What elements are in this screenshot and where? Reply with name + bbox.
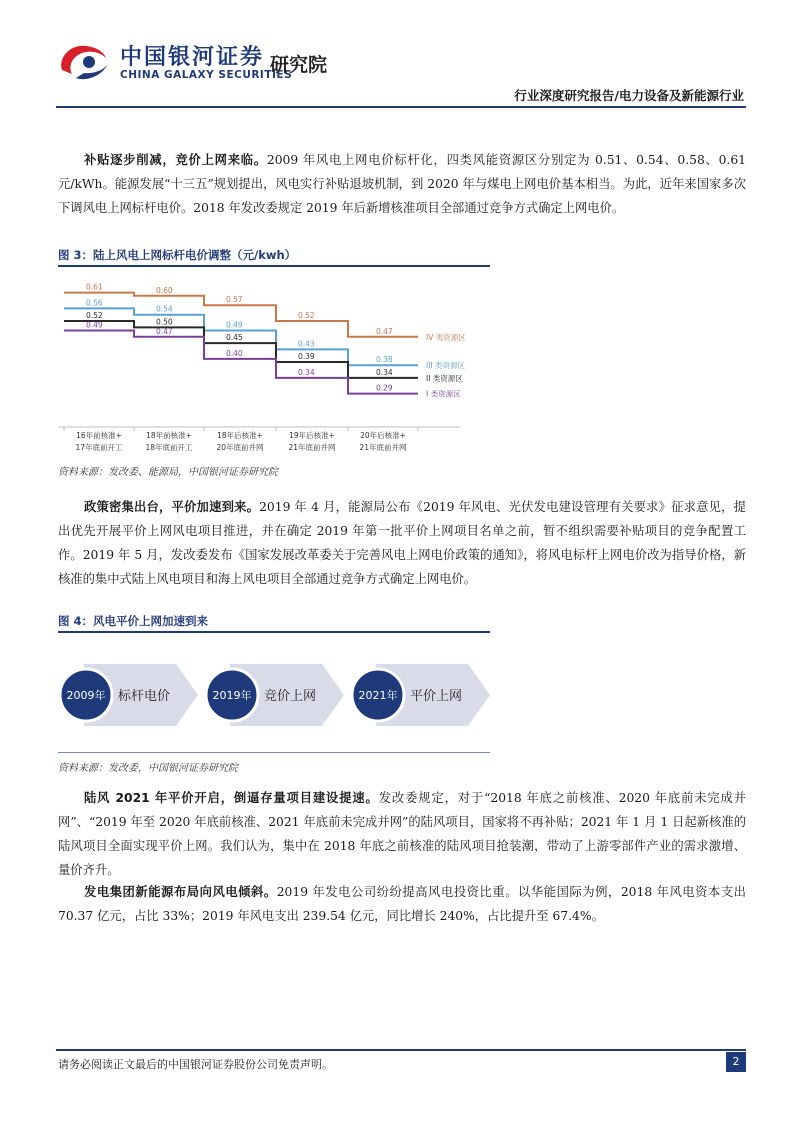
- x-tick-label: 17年底前开工: [75, 443, 123, 452]
- figure-4-bottom-rule: [58, 752, 490, 753]
- footer-disclaimer: 请务必阅读正文最后的中国银河证券股份公司免责声明。: [58, 1058, 333, 1071]
- x-tick-label: 19年后核准+: [289, 431, 335, 440]
- report-type: 行业深度研究报告/电力设备及新能源行业: [514, 88, 744, 103]
- data-label: 0.40: [226, 348, 243, 358]
- data-label: 0.52: [298, 311, 315, 321]
- data-label: 0.47: [376, 326, 393, 336]
- flow-step-label: 标杆电价: [117, 689, 171, 704]
- data-label: 0.49: [86, 320, 103, 330]
- galaxy-logo-icon: [56, 40, 112, 84]
- flow-step-label: 平价上网: [409, 689, 463, 704]
- paragraph-lead: 发电集团新能源布局向风电倾斜。: [84, 885, 277, 899]
- flow-year-label: 2009年: [66, 689, 106, 702]
- paragraph-body: 发改委规定，对于“2018 年底之前核准、2020 年底前未完成并网”、“2019 年至 2020 年底前核准、2021 年底前未完成并网”的陆风项目，国家将不再补贴；2021 年 1 月 1 日起新核准的陆风项目全面实现平价上网。我们认为，集中在 2018 年底之前核准的陆风项目抢装潮，带动了上游零部件产业的需求激增、量价齐升。: [58, 791, 746, 877]
- data-label: 0.52: [86, 311, 103, 321]
- parity-flow-diagram: [58, 654, 498, 738]
- data-label: 0.45: [226, 333, 243, 343]
- paragraph-policy: [58, 495, 746, 591]
- figure-3-top-rule: [58, 265, 490, 267]
- x-tick-label: 20年底前并网: [216, 443, 264, 452]
- data-label: 0.60: [156, 285, 173, 295]
- data-label: 0.34: [376, 367, 393, 377]
- legend-entry: II 类资源区: [426, 373, 463, 383]
- flow-year-label: 2021年: [358, 689, 398, 702]
- paragraph-lead: 政策密集出台，平价加速到来。: [84, 500, 260, 514]
- figure-3-source: 资料来源：发改委、能源局，中国银河证券研究院: [58, 467, 278, 478]
- institute-name: 研究院: [270, 54, 328, 76]
- paragraph-onshore-parity: [58, 786, 746, 882]
- x-tick-label: 21年底前并网: [359, 443, 407, 452]
- legend-entry: III 类资源区: [426, 361, 466, 371]
- paragraph-body: 2009 年风电上网电价标杆化，四类风能资源区分别定为 0.51、0.54、0.58、0.61 元/kWh。能源发展“十三五”规划提出，风电实行补贴退坡机制，到 2020 年与煤电上网电价基本相当。为此，近年来国家多次下调风电上网标杆电价。2018 年发改委规定 2019 年后新增核准项目全部通过竞争方式确定上网电价。: [58, 153, 746, 215]
- data-label: 0.34: [298, 367, 315, 377]
- x-tick-label: 18年底前开工: [145, 443, 193, 452]
- flow-year-label: 2019年: [212, 689, 252, 702]
- figure-4-top-rule: [58, 631, 490, 633]
- data-label: 0.50: [156, 317, 173, 327]
- x-tick-label: 21年底前并网: [288, 443, 336, 452]
- paragraph-subsidy: [58, 148, 746, 220]
- data-label: 0.61: [86, 282, 103, 292]
- paragraph-body: 2019 年 4 月，能源局公布《2019 年风电、光伏发电建设管理有关要求》征求意见，提出优先开展平价上网风电项目推进，并在确定 2019 年第一批平价上网项目名单之前，暂不组织需要补贴项目的竞争配置工作。2019 年 5 月，发改委发布《国家发展改革委关于完善风电上网电价政策的通知》，将风电标杆上网电价改为指导价格，新核准的集中式陆上风电项目和海上风电项目全部通过竞争方式确定上网电价。: [58, 500, 746, 586]
- data-label: 0.38: [376, 355, 393, 365]
- data-label: 0.47: [156, 326, 173, 336]
- data-label: 0.29: [376, 383, 393, 393]
- data-label: 0.56: [86, 298, 103, 308]
- data-label: 0.49: [226, 320, 243, 330]
- footer-divider: [56, 1049, 746, 1051]
- price-step-chart: [58, 272, 478, 458]
- x-tick-label: 16年前核准+: [76, 431, 122, 440]
- page-header: [0, 0, 800, 110]
- data-label: 0.54: [156, 304, 173, 314]
- legend-entry: I 类资源区: [426, 389, 461, 399]
- paragraph-lead: 陆风 2021 年平价开启，倒逼存量项目建设提速。: [84, 791, 379, 805]
- flow-step-label: 竞价上网: [263, 689, 317, 704]
- x-tick-label: 18年前核准+: [146, 431, 192, 440]
- figure-3-title: 图 3：陆上风电上网标杆电价调整（元/kwh）: [58, 248, 297, 262]
- x-tick-label: 18年后核准+: [217, 431, 263, 440]
- header-divider: [56, 106, 746, 108]
- data-label: 0.43: [298, 339, 315, 349]
- paragraph-lead: 补贴逐步削减，竞价上网来临。: [84, 153, 267, 167]
- x-tick-label: 20年后核准+: [360, 431, 406, 440]
- figure-4-title: 图 4：风电平价上网加速到来: [58, 614, 209, 628]
- legend-entry: IV 类资源区: [426, 332, 466, 342]
- data-label: 0.39: [298, 352, 315, 362]
- logo-cn-text: 中国银河证券: [120, 45, 265, 70]
- page-number: 2: [726, 1052, 746, 1072]
- paragraph-body: 2019 年发电公司纷纷提高风电投资比重。以华能国际为例，2018 年风电资本支出 70.37 亿元，占比 33%；2019 年风电支出 239.54 亿元，同比增长 240%，占比提升至 67.4%。: [58, 885, 746, 923]
- data-label: 0.57: [226, 295, 243, 305]
- logo-en-text: CHINA GALAXY SECURITIES: [120, 69, 293, 81]
- figure-4-source: 资料来源：发改委，中国银河证券研究院: [58, 763, 238, 774]
- paragraph-generation-groups: [58, 880, 746, 928]
